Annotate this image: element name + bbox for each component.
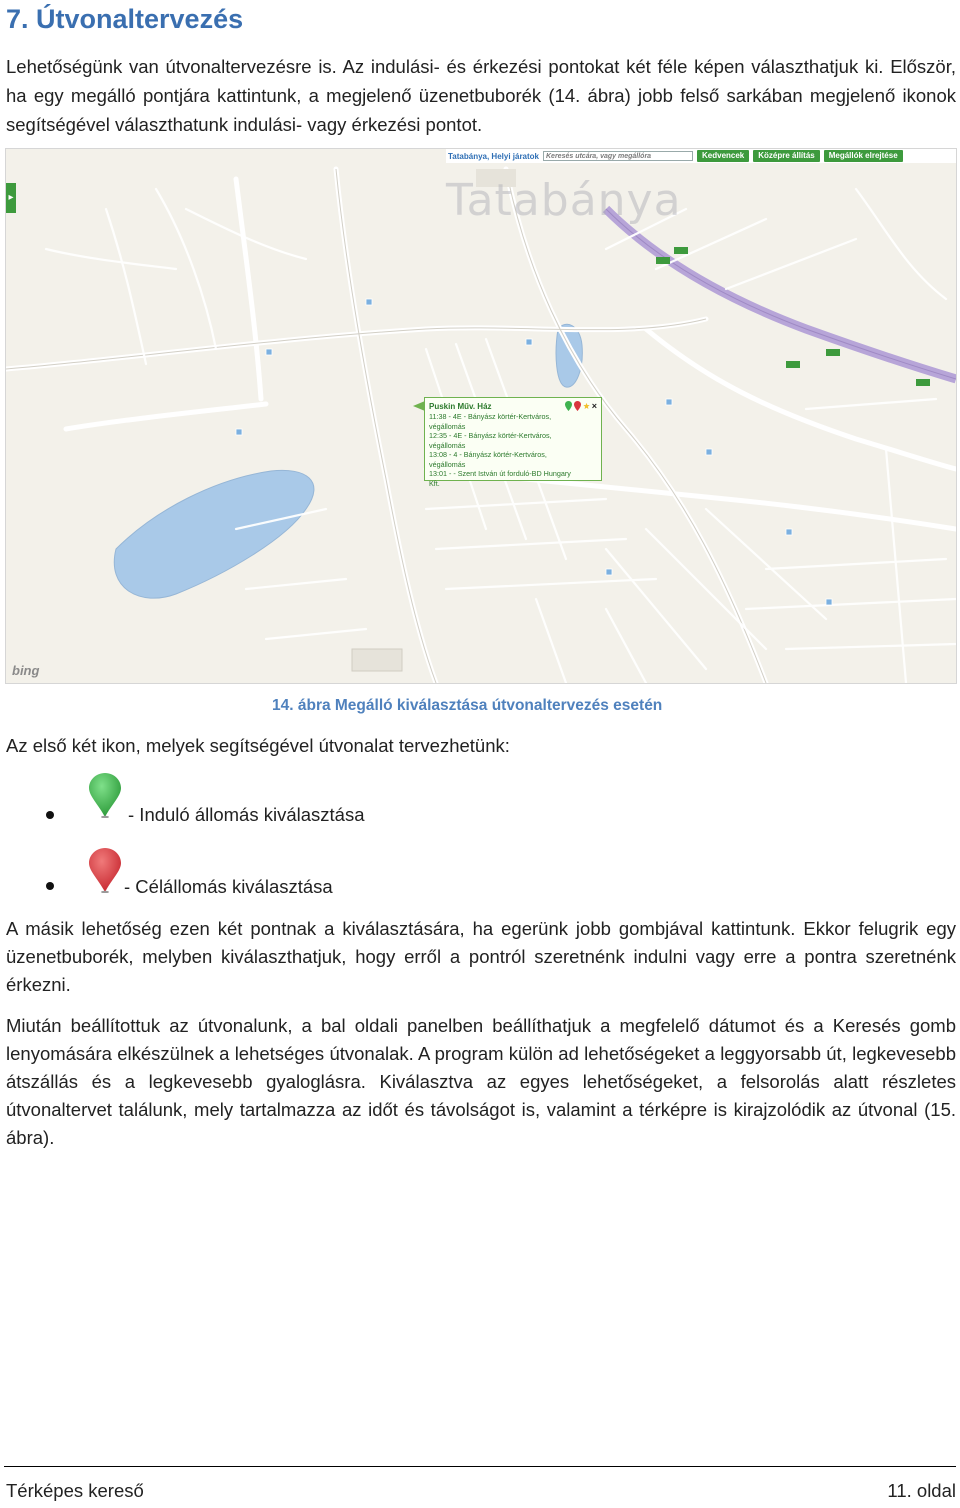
- popup-stop-name: Puskin Műv. Ház: [429, 401, 492, 411]
- popup-header: [429, 400, 597, 412]
- popup-line: végállomás: [429, 440, 466, 450]
- bullet-dot: [46, 882, 54, 890]
- intro-paragraph: Lehetőségünk van útvonaltervezésre is. Az indulási- és érkezési pontokat két féle képen választhatjuk ki. Először, ha egy megálló pontjára kattintunk, a megjelenő üzenetbuborék (14. ábra) jobb felső sarkában megjelenő ikonok segítségével választhatunk indulási- vagy érkezési pontot.: [6, 56, 956, 135]
- map-toolbar-title: Tatabánya, Helyi járatok: [448, 151, 539, 161]
- bullet-start-station-text: - Induló állomás kiválasztása: [128, 804, 365, 825]
- right-click-paragraph: A másik lehetőség ezen két pontnak a kiválasztására, ha egerünk jobb gombjával kattintunk. Ekkor felugrik egy üzenetbuborék, melyben kiválaszthatjuk, hogy erről a pontról szeretnénk indulni vagy erre a pontra szeretnénk érkezni.: [6, 918, 956, 995]
- section-title: 7. Útvonaltervezés: [6, 4, 244, 34]
- center-map-button[interactable]: Középre állítás: [753, 150, 819, 162]
- map-screenshot[interactable]: [5, 148, 957, 684]
- popup-line: 13:01 - - Szent István út forduló-BD Hungary: [429, 469, 571, 478]
- footer-page-number: 11. oldal: [887, 1480, 956, 1501]
- icons-intro-paragraph: Az első két ikon, melyek segítségével útvonalat tervezhetünk:: [6, 735, 510, 756]
- popup-line: 12:35 - 4E - Bányász körtér-Kertváros,: [429, 431, 552, 440]
- popup-actions: [565, 401, 597, 411]
- popup-line: 13:08 - 4 - Bányász körtér-Kertváros,: [429, 450, 547, 459]
- footer-divider: [4, 1466, 956, 1467]
- stop-info-bubble: [424, 397, 602, 488]
- popup-line: Kft.: [429, 478, 440, 488]
- popup-close-icon[interactable]: ×: [591, 401, 597, 411]
- popup-end-pin-icon[interactable]: [574, 401, 581, 411]
- panel-expand-arrow-icon[interactable]: ▸: [6, 183, 16, 213]
- popup-line: végállomás: [429, 459, 466, 469]
- footer-document-title: Térképes kereső: [6, 1480, 144, 1501]
- bing-logo: bing: [12, 663, 40, 678]
- figure-caption: 14. ábra Megálló kiválasztása útvonaltervezés esetén: [272, 697, 663, 714]
- map-search-input[interactable]: Keresés utcára, vagy megállóra: [543, 151, 693, 161]
- red-pin-icon: [88, 847, 122, 893]
- map-toolbar: [446, 149, 956, 163]
- hide-stops-button[interactable]: Megállók elrejtése: [824, 150, 903, 162]
- map-city-watermark: Tatabánya: [446, 175, 682, 226]
- route-results-paragraph: Miután beállítottuk az útvonalunk, a bal oldali panelben beállíthatjuk a megfelelő dátumot és a Keresés gomb lenyomására elkészülnek a lehetséges útvonalak. A program külön ad lehetőségeket a leggyorsabb út, legkevesebb átszállás és a legkevesebb gyaloglásra. Kiválasztva az egyes lehetőségeket, a felsorolás alatt részletes útvonaltervet találunk, mely tartalmazza az időt és távolságot is, valamint a térképre is kirajzolódik az útvonal (15. ábra).: [6, 1015, 956, 1148]
- bullet-dot: [46, 811, 54, 819]
- popup-favorite-star-icon[interactable]: [583, 401, 590, 411]
- bullet-end-station-text: - Célállomás kiválasztása: [124, 876, 333, 897]
- popup-line: végállomás: [429, 421, 466, 431]
- popup-line: 11:38 - 4E - Bányász körtér-Kertváros,: [429, 412, 552, 421]
- green-pin-icon: [88, 772, 122, 818]
- popup-start-pin-icon[interactable]: [565, 401, 572, 411]
- favorites-button[interactable]: Kedvencek: [697, 150, 749, 162]
